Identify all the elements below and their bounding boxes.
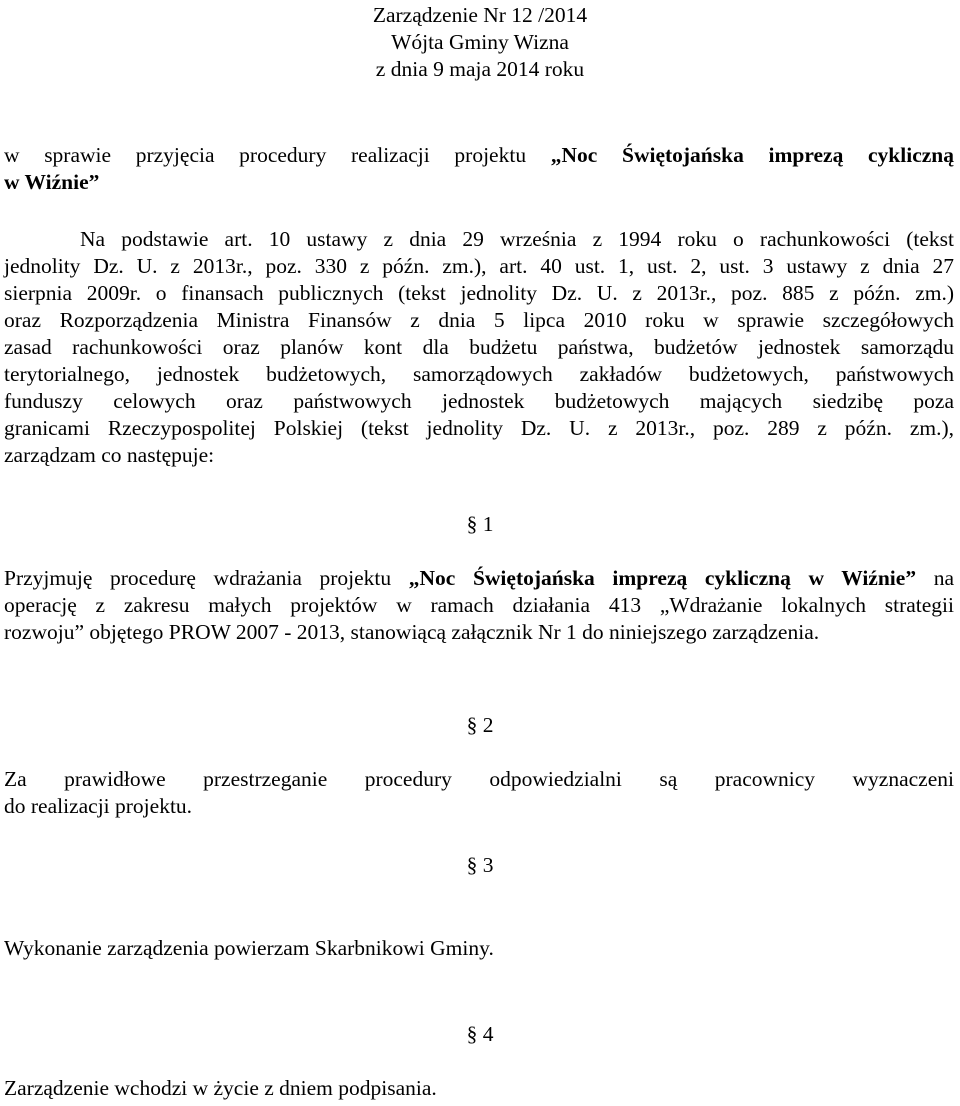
section-1-text: na [916,566,954,590]
section-3-line: Wykonanie zarządzenia powierzam Skarbnikowi Gminy. [4,936,494,960]
preamble-line: terytorialnego, jednostek budżetowych, samorządowych zakładów budżetowych, państwowych [4,362,954,386]
section-1-project-title: „Noc Świętojańska imprezą cykliczną w Wiźnie” [408,566,917,590]
preamble-line: granicami Rzeczypospolitej Polskiej (tekst jednolity Dz. U. z 2013r., poz. 289 z późn. zm.), [4,416,954,440]
section-1-line: operację z zakresu małych projektów w ramach działania 413 „Wdrażanie lokalnych strategii [4,593,954,617]
subject-project-title: „Noc Świętojańska imprezą cykliczną [550,143,954,167]
section-2-body [4,766,954,820]
document-issuer: Wójta Gminy Wizna [391,30,569,54]
section-1-text: Przyjmuję procedurę wdrażania projektu [4,566,409,590]
section-mark-4: § 4 [466,1022,494,1046]
document-subject [4,142,954,196]
section-2-line: do realizacji projektu. [4,794,193,818]
subject-line-1 [4,142,954,169]
section-mark-2: § 2 [466,713,494,737]
section-4-body [4,1075,954,1102]
preamble-line: sierpnia 2009r. o finansach publicznych (tekst jednolity Dz. U. z 2013r., poz. 885 z późn. zm.) [4,281,954,305]
preamble-line: oraz Rozporządzenia Ministra Finansów z dnia 5 lipca 2010 roku w sprawie szczegółowych [4,308,954,332]
document-date: z dnia 9 maja 2014 roku [375,57,585,81]
section-3-body [4,935,954,962]
subject-line-2 [4,169,954,196]
preamble-line: jednolity Dz. U. z 2013r., poz. 330 z późn. zm.), art. 40 ust. 1, ust. 2, ust. 3 ustawy z dnia 27 [4,254,954,278]
preamble-line: funduszy celowych oraz państwowych jednostek budżetowych mających siedzibę poza [4,389,954,413]
preamble-line: Na podstawie art. 10 ustawy z dnia 29 września z 1994 roku o rachunkowości (tekst [80,227,954,251]
section-4-line: Zarządzenie wchodzi w życie z dniem podpisania. [4,1076,437,1100]
preamble-line: zasad rachunkowości oraz planów kont dla budżetu państwa, budżetów jednostek samorządu [4,335,954,359]
section-1-line: rozwoju” objętego PROW 2007 - 2013, stanowiącą załącznik Nr 1 do niniejszego zarządzenia. [4,620,820,644]
section-1-body [4,565,954,646]
preamble-line: zarządzam co następuje: [4,443,215,467]
section-1-line-1 [4,565,954,592]
subject-prefix: w sprawie przyjęcia procedury realizacji projektu [4,143,551,167]
section-2-line: Za prawidłowe przestrzeganie procedury odpowiedzialni są pracownicy wyznaczeni [4,767,954,791]
subject-project-title-end: w Wiźnie” [4,170,100,194]
document-title: Zarządzenie Nr 12 /2014 [372,3,588,27]
section-mark-3: § 3 [466,853,494,877]
preamble [4,226,954,469]
section-mark-1: § 1 [466,512,494,536]
